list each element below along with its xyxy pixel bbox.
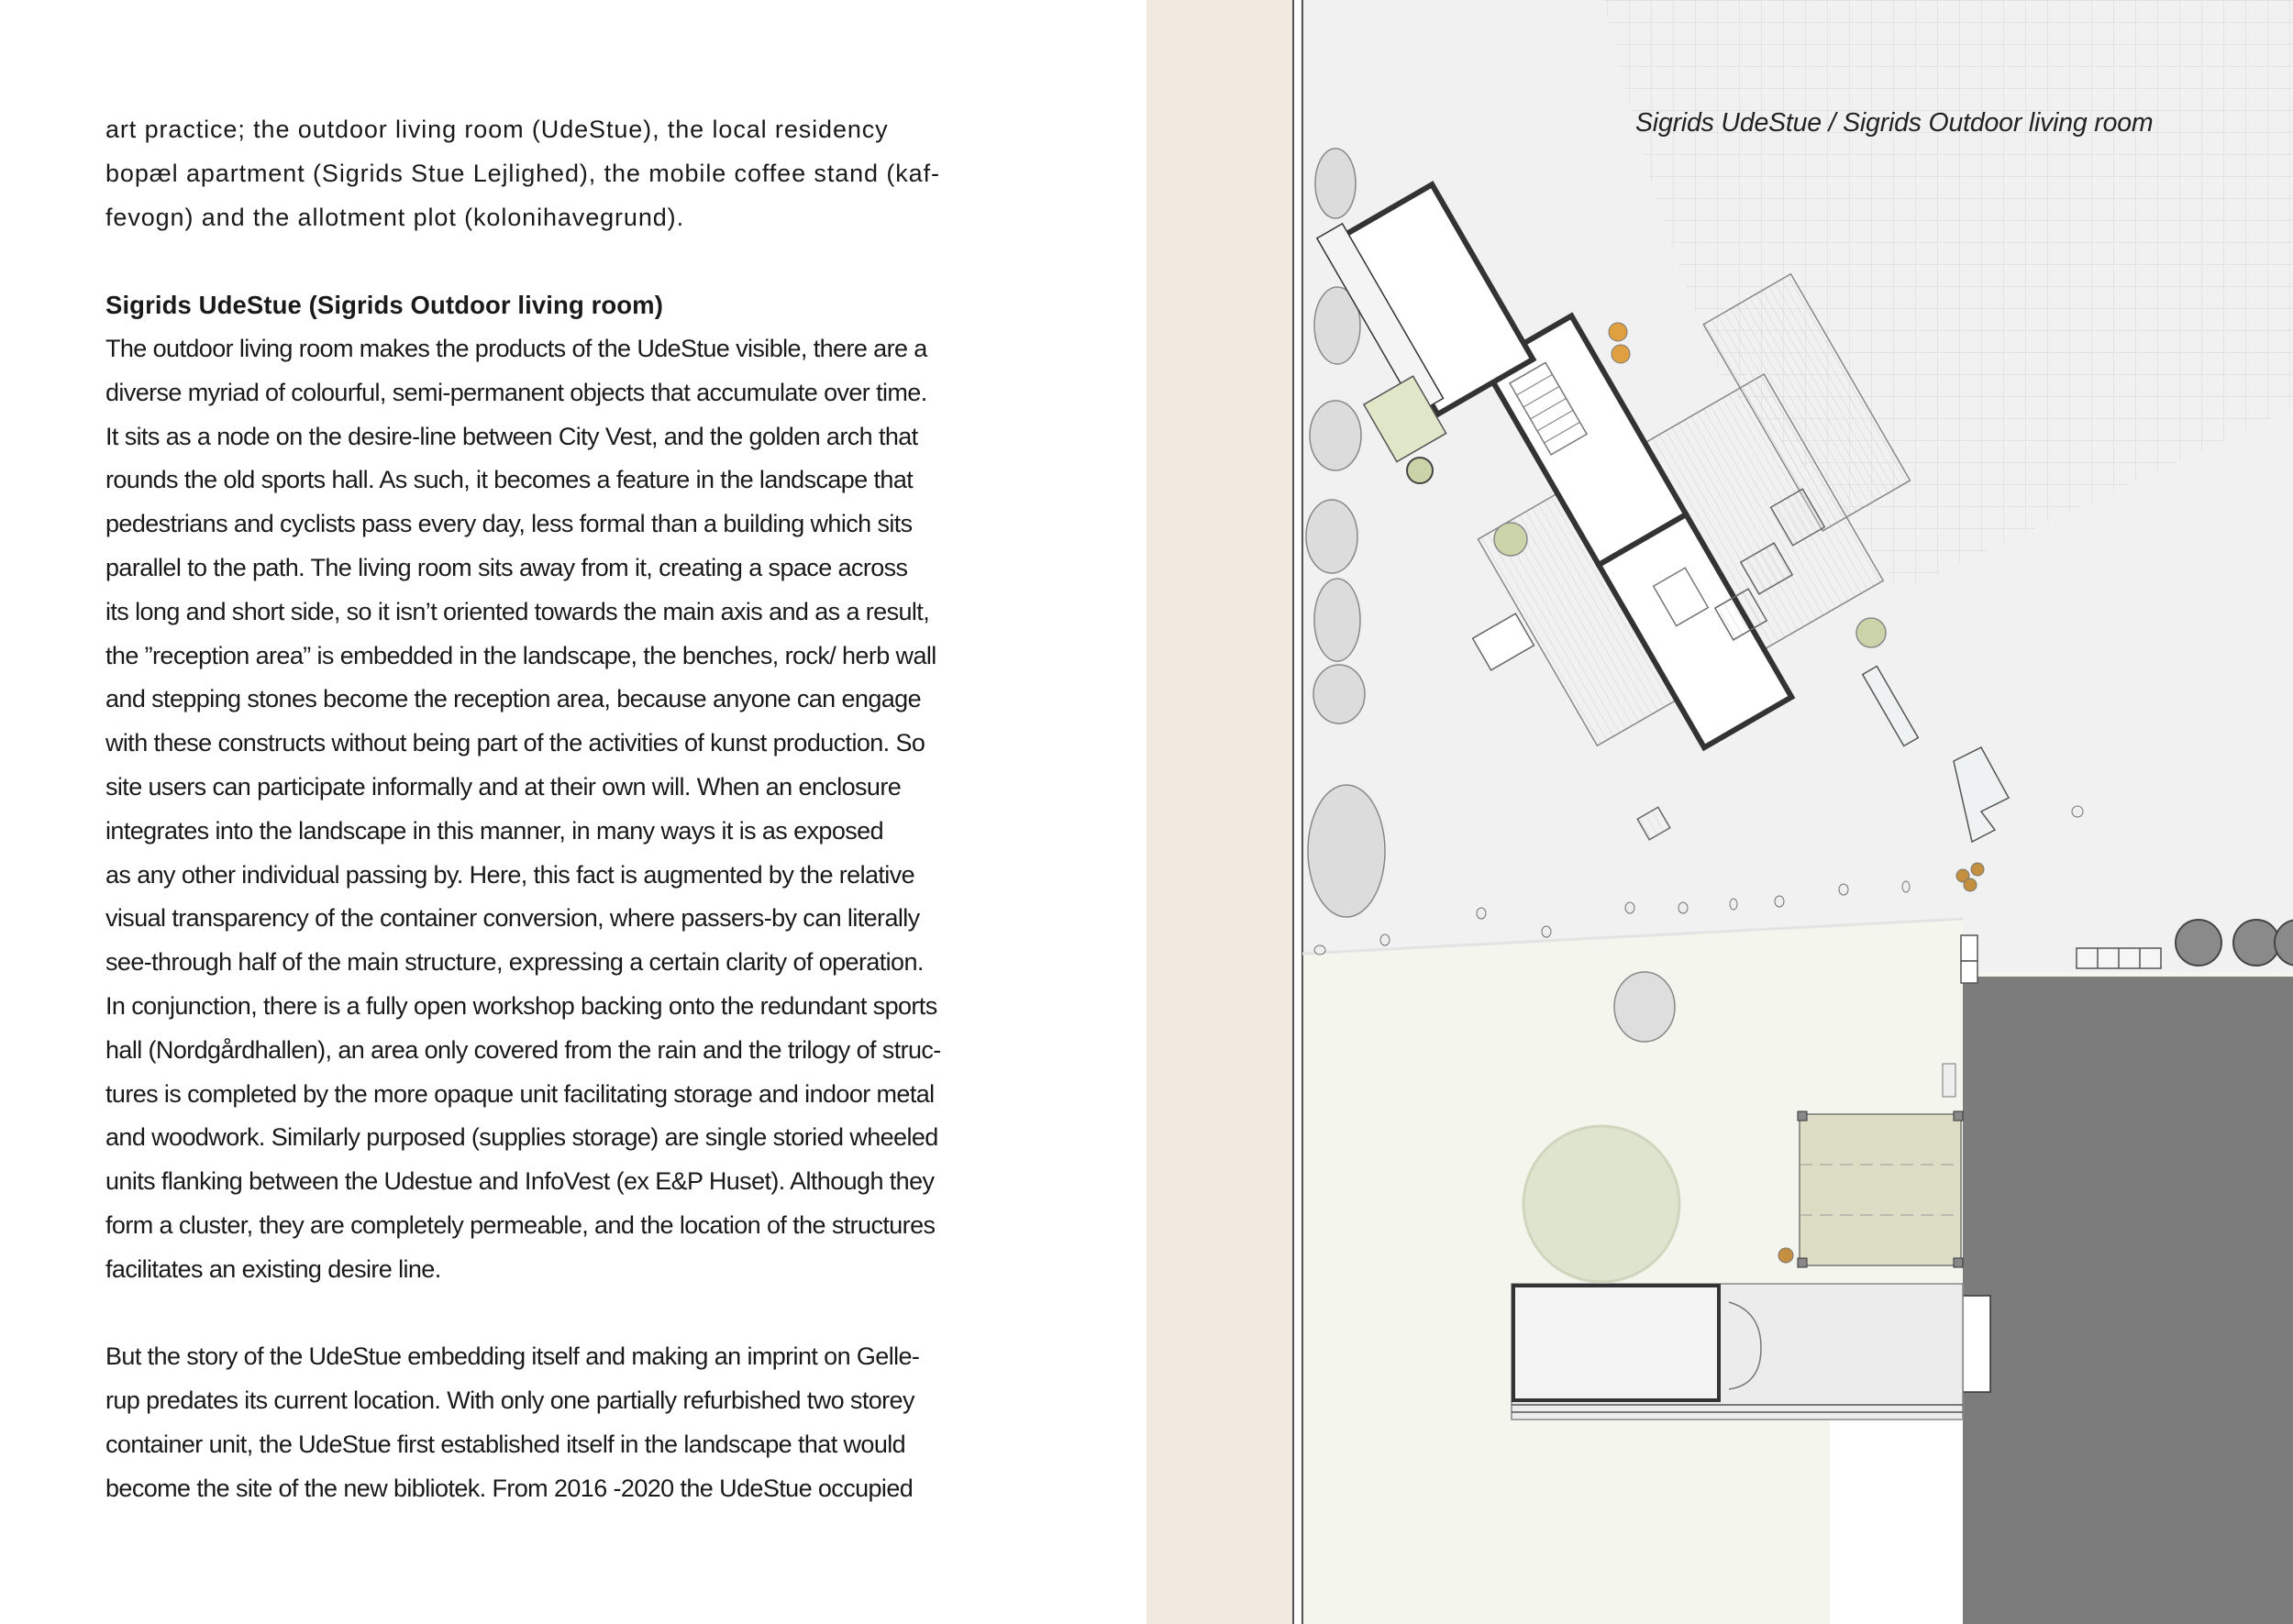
planter <box>1778 1248 1793 1263</box>
rock <box>1306 500 1357 573</box>
planter <box>1407 458 1433 483</box>
bin <box>2176 920 2221 966</box>
body-line: visual transparency of the container conversion, where passers-by can literally <box>105 904 920 933</box>
sports-hall <box>1963 977 2293 1624</box>
stepping-stone <box>1678 902 1688 913</box>
body-line: rup predates its current location. With only one partially refurbished two storey <box>105 1386 914 1415</box>
body-line: facilitates an existing desire line. <box>105 1254 441 1283</box>
body-line: site users can participate informally and at their own will. When an enclosure <box>105 772 902 801</box>
rock <box>1315 149 1356 218</box>
body-line: form a cluster, they are completely permeable, and the location of the structures <box>105 1210 936 1239</box>
intro-line: bopæl apartment (Sigrids Stue Lejlighed), the mobile coffee stand (kaf- <box>105 159 940 187</box>
text-column <box>105 108 963 1511</box>
body-line: hall (Nordgårdhallen), an area only covered from the rain and the trilogy of struc- <box>105 1035 941 1064</box>
workshop-canopy <box>1800 1114 1961 1265</box>
stepping-stone <box>1542 926 1551 937</box>
tree-canopy <box>1523 1126 1679 1282</box>
body-line: In conjunction, there is a fully open workshop backing onto the redundant sports <box>105 991 937 1020</box>
post <box>1954 1258 1963 1267</box>
stepping-stone <box>1380 934 1390 945</box>
body-line: diverse myriad of colourful, semi-permanent objects that accumulate over time. <box>105 378 927 406</box>
intro-paragraph <box>105 108 963 239</box>
lawn-strip <box>1512 1420 1830 1624</box>
rock <box>1614 972 1675 1042</box>
intro-line: art practice; the outdoor living room (UdeStue), the local residency <box>105 116 889 143</box>
body-paragraph <box>105 327 963 1292</box>
stepping-stone <box>1625 902 1634 913</box>
body-line: with these constructs without being part of the activities of kunst production. So <box>105 729 925 757</box>
planter <box>1971 863 1984 876</box>
post <box>1798 1258 1807 1267</box>
body-line: tures is completed by the more opaque unit facilitating storage and indoor metal <box>105 1079 935 1108</box>
body-line: pedestrians and cyclists pass every day, less formal than a building which sits <box>105 510 913 538</box>
planter <box>1964 878 1977 891</box>
stepping-stone <box>2072 806 2083 817</box>
rock <box>1310 401 1361 470</box>
stepping-stone <box>1730 899 1737 910</box>
hall-door <box>1963 1296 1990 1392</box>
site-plan-drawing <box>1146 0 2293 1624</box>
body-line: rounds the old sports hall. As such, it becomes a feature in the landscape that <box>105 466 914 494</box>
stepping-stone <box>1314 945 1325 955</box>
body-line: and stepping stones become the reception area, because anyone can engage <box>105 685 921 713</box>
planter <box>1494 523 1527 556</box>
rock <box>1314 579 1360 661</box>
body-line: and woodwork. Similarly purposed (supplies storage) are single storied wheeled <box>105 1123 938 1152</box>
post <box>1954 1111 1963 1121</box>
post <box>1798 1111 1807 1121</box>
body-line: But the story of the UdeStue embedding itself and making an imprint on Gelle- <box>105 1342 920 1371</box>
rock <box>1308 785 1385 917</box>
storage-container <box>1513 1286 1719 1400</box>
body-line: The outdoor living room makes the products of the UdeStue visible, there are a <box>105 334 927 362</box>
planter <box>1856 618 1886 647</box>
plan-caption: Sigrids UdeStue / Sigrids Outdoor living room <box>1635 108 2154 138</box>
body-line: the ”reception area” is embedded in the landscape, the benches, rock/ herb wall <box>105 641 936 669</box>
body-line: parallel to the path. The living room sits away from it, creating a space across <box>105 553 908 581</box>
paragraph-gap <box>105 1292 963 1336</box>
section-heading: Sigrids UdeStue (Sigrids Outdoor living room) <box>105 291 663 320</box>
planter <box>1609 323 1627 341</box>
body-line: see-through half of the main structure, expressing a certain clarity of operation. <box>105 948 924 977</box>
planter <box>1612 345 1630 363</box>
stepping-stone <box>1775 896 1784 907</box>
body-line: become the site of the new bibliotek. From 2016 -2020 the UdeStue occupied <box>105 1474 914 1502</box>
stepping-stone <box>1839 884 1848 895</box>
ladder <box>1943 1064 1955 1097</box>
post <box>1961 961 1977 983</box>
body-line: as any other individual passing by. Here, this fact is augmented by the relative <box>105 860 915 889</box>
post <box>1961 935 1977 961</box>
body-line: its long and short side, so it isn’t oriented towards the main axis and as a result, <box>105 597 930 625</box>
body-line: integrates into the landscape in this manner, in many ways it is as exposed <box>105 816 883 845</box>
intro-line: fevogn) and the allotment plot (kolonihavegrund). <box>105 203 684 231</box>
closing-paragraph <box>105 1335 963 1510</box>
body-line: units flanking between the Udestue and InfoVest (ex E&P Huset). Although they <box>105 1167 935 1196</box>
left-page <box>0 0 1146 1624</box>
body-line: container unit, the UdeStue first established itself in the landscape that would <box>105 1430 906 1458</box>
stepping-stone <box>1477 908 1486 919</box>
stepping-stone <box>1902 881 1910 892</box>
body-line: It sits as a node on the desire-line between City Vest, and the golden arch that <box>105 422 918 450</box>
lane <box>1830 1420 1963 1624</box>
bin <box>2233 920 2279 966</box>
rock <box>1313 665 1365 724</box>
